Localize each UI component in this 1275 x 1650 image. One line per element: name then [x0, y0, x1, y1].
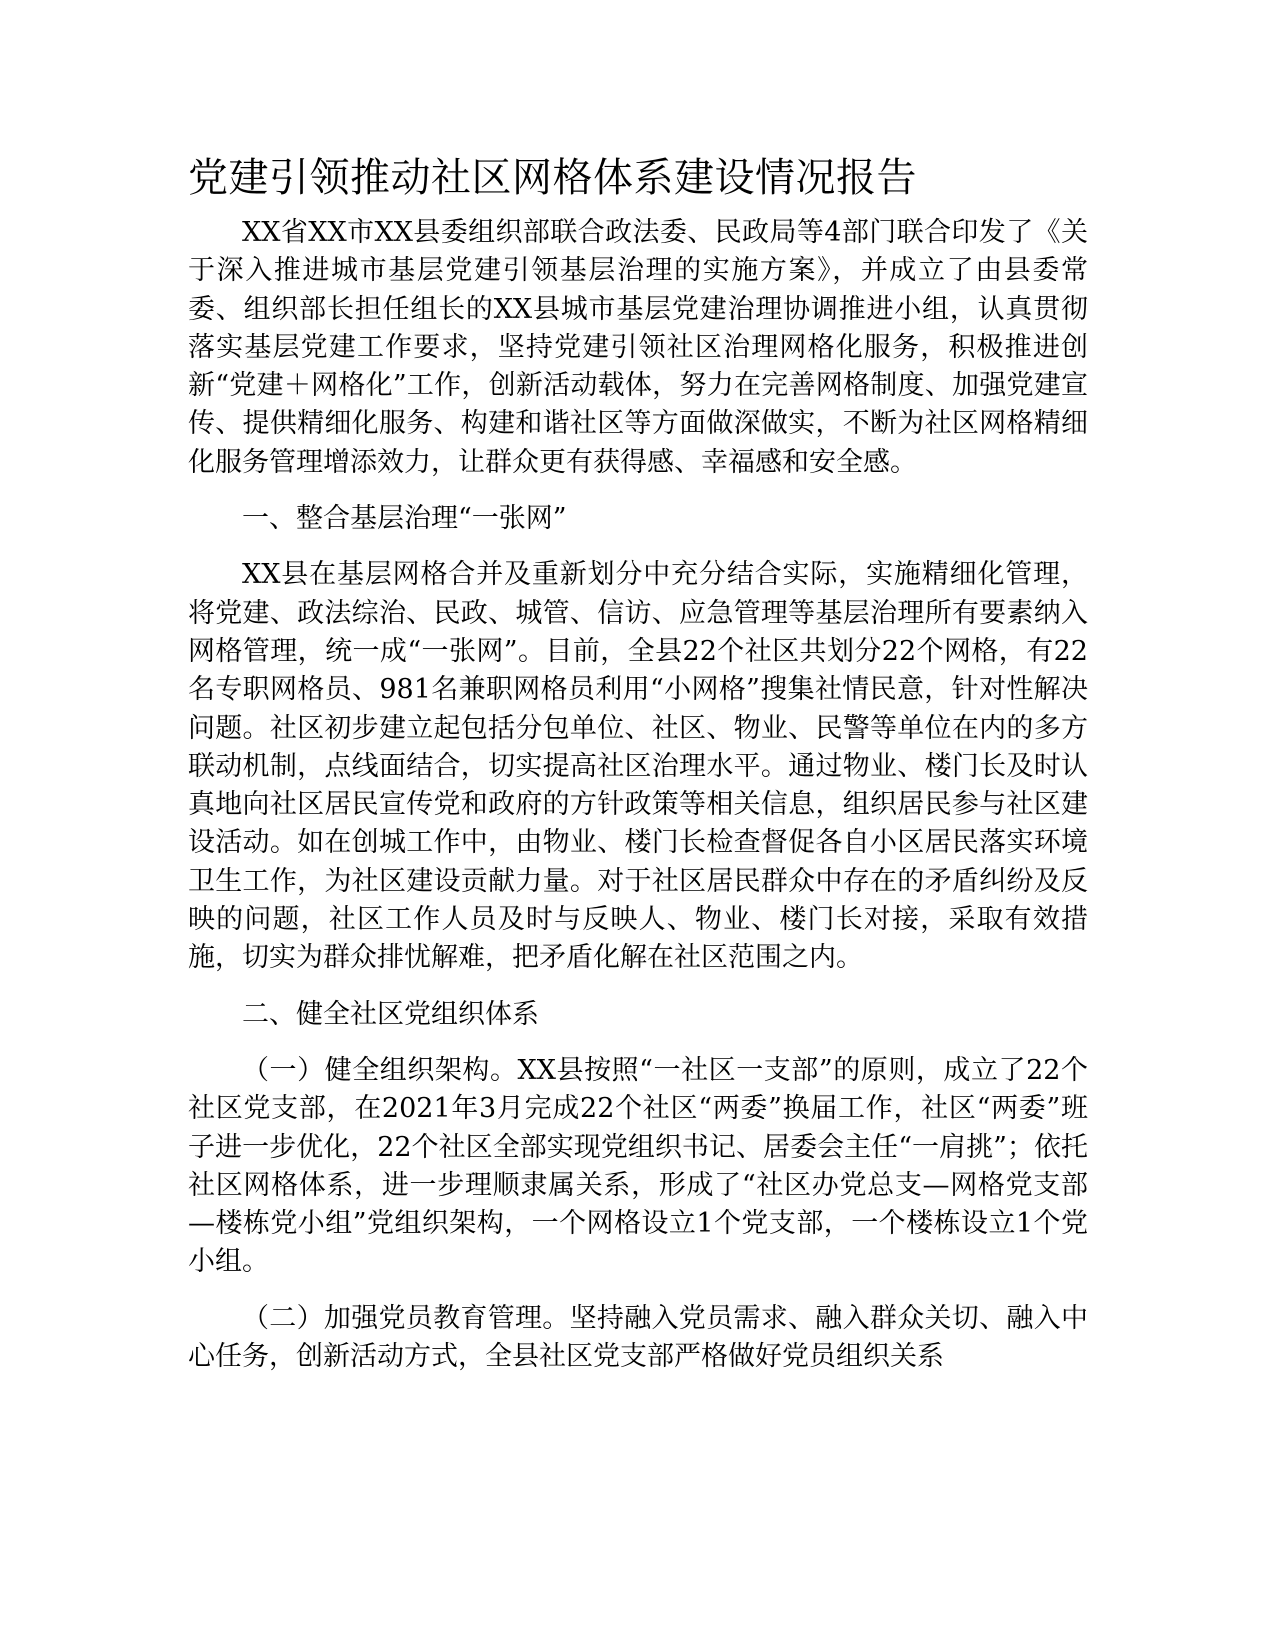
section-1-paragraph: XX县在基层网格合并及重新划分中充分结合实际，实施精细化管理，将党建、政法综治、民政、城管、信访、应急管理等基层治理所有要素纳入网格管理，统一成“一张网”。目前，全县22个社区共划分22个网格，有22名专职网格员、981名兼职网格员利用“小网格”搜集社情民意，针对性解决问题。社区初步建立起包括分包单位、社区、物业、民警等单位在内的多方联动机制，点线面结合，切实提高社区治理水平。通过物业、楼门长及时认真地向社区居民宣传党和政府的方针政策等相关信息，组织居民参与社区建设活动。如在创城工作中，由物业、楼门长检查督促各自小区居民落实环境卫生工作，为社区建设贡献力量。对于社区居民群众中存在的矛盾纠纷及反映的问题，社区工作人员及时与反映人、物业、楼门长对接，采取有效措施，切实为群众排忧解难，把矛盾化解在社区范围之内。	[188, 559, 1088, 974]
section-2-paragraph-1: （一）健全组织架构。XX县按照“一社区一支部”的原则，成立了22个社区党支部，在2021年3月完成22个社区“两委”换届工作，社区“两委”班子进一步优化，22个社区全部实现党组织书记、居委会主任“一肩挑”；依托社区网格体系，进一步理顺隶属关系，形成了“社区办党总支—网格党支部—楼栋党小组”党组织架构，一个网格设立1个党支部，一个楼栋设立1个党小组。	[188, 1054, 1088, 1278]
section-2-paragraph-2: （二）加强党员教育管理。坚持融入党员需求、融入群众关切、融入中心任务，创新活动方式，全县社区党支部严格做好党员组织关系	[188, 1302, 1088, 1373]
intro-paragraph: XX省XX市XX县委组织部联合政法委、民政局等4部门联合印发了《关于深入推进城市基层党建引领基层治理的实施方案》，并成立了由县委常委、组织部长担任组长的XX县城市基层党建治理协调推进小组，认真贯彻落实基层党建工作要求，坚持党建引领社区治理网格化服务，积极推进创新“党建＋网格化”工作，创新活动载体，努力在完善网格制度、加强党建宣传、提供精细化服务、构建和谐社区等方面做深做实，不断为社区网格精细化服务管理增添效力，让群众更有获得感、幸福感和安全感。	[188, 217, 1088, 478]
document-page	[188, 148, 1088, 1394]
section-1-heading: 一、整合基层治理“一张网”	[242, 503, 567, 535]
section-2-heading: 二、健全社区党组织体系	[242, 998, 539, 1030]
document-title: 党建引领推动社区网格体系建设情况报告	[188, 155, 917, 201]
